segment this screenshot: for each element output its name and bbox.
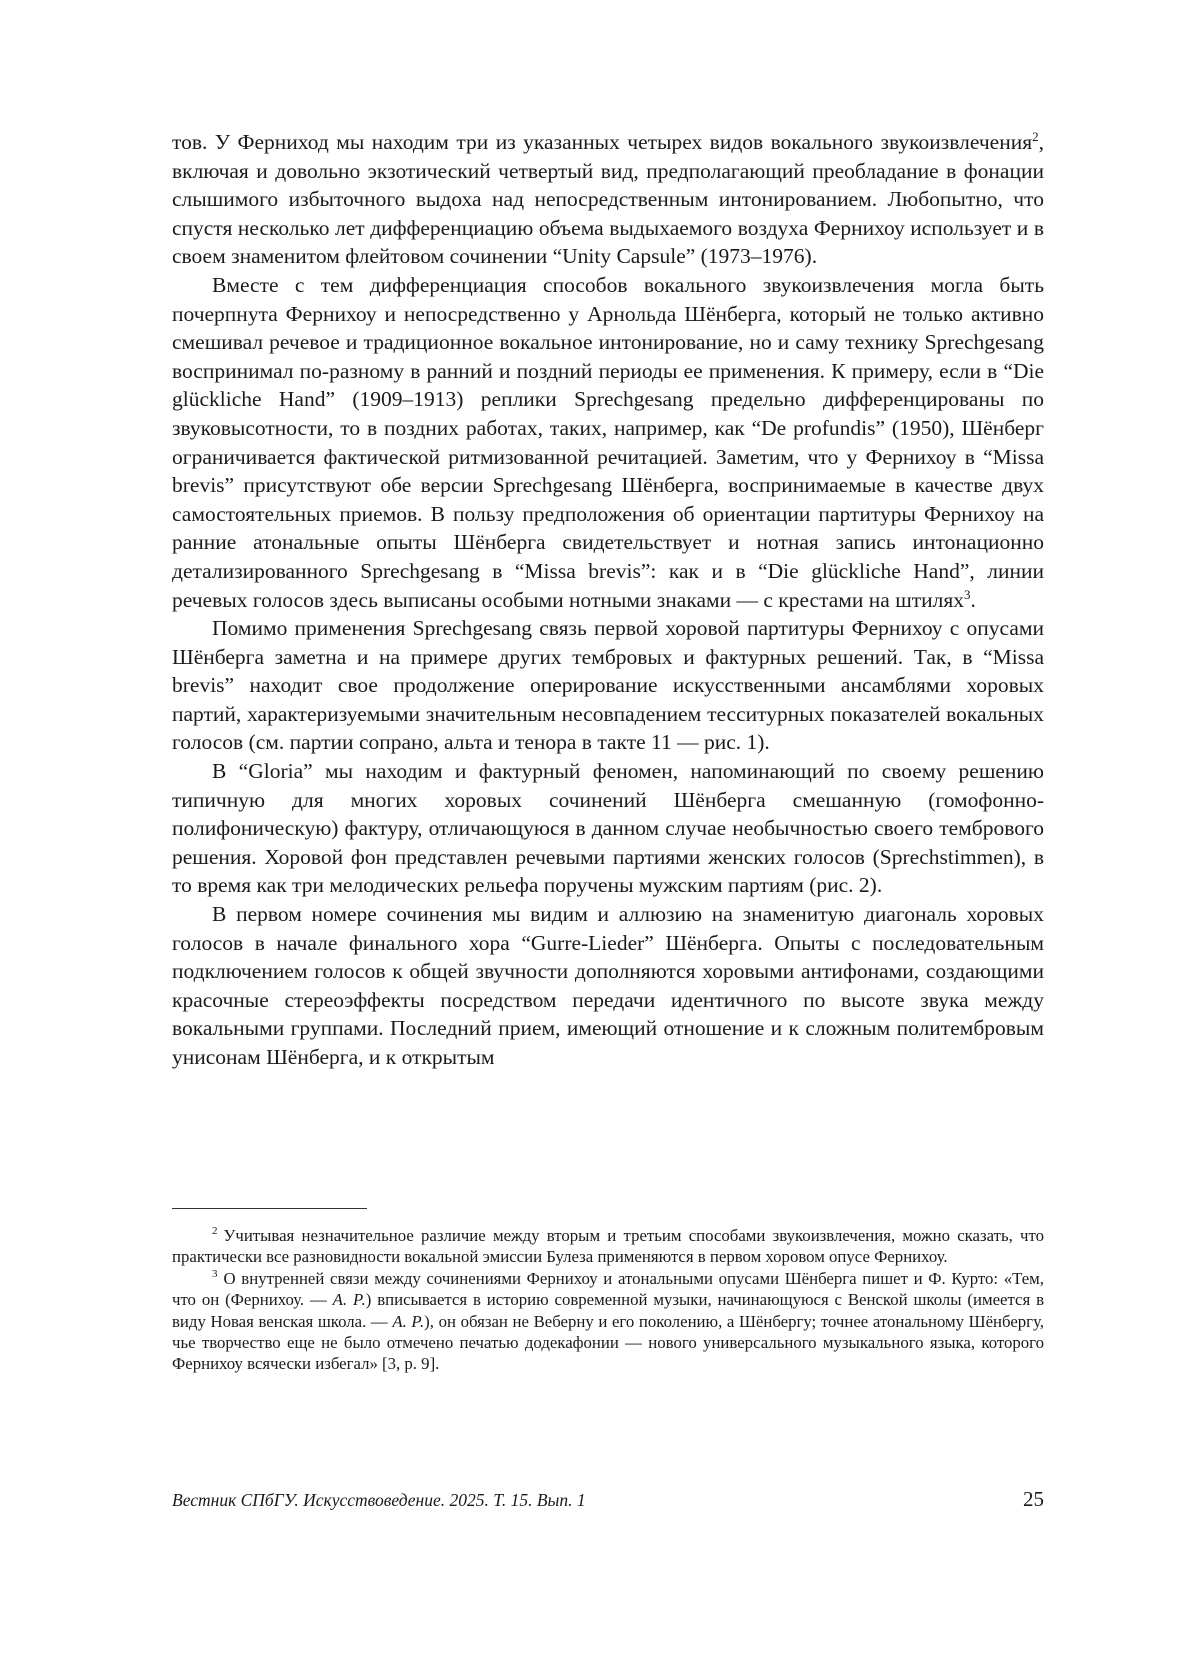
footnote-3-text-2: ) вписывается в историю современной музыки, начинающуюся с Венской школы (имеется в виду Новая венская школа. — <box>172 1290 1044 1331</box>
footnote-divider <box>172 1208 367 1209</box>
paragraph-4: В “Gloria” мы находим и фактурный феномен, напоминающий по своему решению типичную для многих хоровых сочинений Шёнберга смешанную (гомофонно-полифоническую) фактуру, отличающуюся в данном случае необычностью своего тембрового решения. Хоровой фон представлен речевыми партиями женских голосов (Sprechstimmen), в то время как три мелодических рельефа поручены мужским партиям (рис. 2). <box>172 759 1044 898</box>
page-number: 25 <box>1023 1487 1044 1511</box>
paragraph-3: Помимо применения Sprechgesang связь первой хоровой партитуры Фернихоу с опусами Шёнберга заметна и на примере других тембровых и фактурных решений. Так, в “Missa brevis” находит свое продолжение оперирование искусственными ансамблями хоровых партий, характеризуемыми значительным несовпадением тесситурных показателей вокальных голосов (см. партии сопрано, альта и тенора в такте 11 — рис. 1). <box>172 616 1044 755</box>
paragraph-1-text-b: , включая и довольно экзотический четвертый вид, предполагающий преобладание в фонации слышимого избыточного выдоха над непосредственным интонированием. Любопытно, что спустя несколько лет дифференциацию объема выдыхаемого воздуха Фернихоу использует и в своем знаменитом флейтовом сочинении “Unity Capsule” (1973–1976). <box>172 130 1044 269</box>
footnote-ref-2[interactable]: 2 <box>1032 128 1039 144</box>
paragraph-2-text-a: Вместе с тем дифференциация способов вокального звукоизвлечения могла быть почерпнута Фернихоу и непосредственно у Арнольда Шёнберга, который не только активно смешивал речевое и традиционное вокальное интонирование, но и саму технику Sprechgesang воспринимал по-разному в ранний и поздний периоды ее применения. К примеру, если в “Die glückliche Hand” (1909–1913) реплики Sprechgesang предельно дифференцированы по звуковысотности, то в поздних работах, таких, например, как “De profundis” (1950), Шёнберг ограничивается фактической ритмизованной речитацией. Заметим, что у Фернихоу в “Missa brevis” присутствуют обе версии Sprechgesang Шёнберга, воспринимаемые в качестве двух самостоятельных приемов. В пользу предположения об ориентации партитуры Фернихоу на ранние атональные опыты Шёнберга свидетельствует и нотная запись интонационно детализированного Sprechgesang в “Missa brevis”: как и в “Die glückliche Hand”, линии речевых голосов здесь выписаны особыми нотными знаками — с крестами на штилях <box>172 272 1044 612</box>
footnote-2-text: Учитывая незначительное различие между вторым и третьим способами звукоизвлечения, можно сказать, что практически все разновидности вокальной эмиссии Булеза применяются в первом хоровом опусе Фернихоу. <box>172 1226 1044 1267</box>
paragraph-1 <box>172 128 1044 271</box>
footnote-3-initials-2: А. Р. <box>392 1311 425 1331</box>
footnote-ref-3[interactable]: 3 <box>964 586 971 602</box>
main-text <box>172 128 1044 1072</box>
paragraph-1-text-a: тов. У Ферниход мы находим три из указанных четырех видов вокального звукоизвлечения <box>172 130 1033 154</box>
footnote-2-mark: 2 <box>212 1225 218 1238</box>
footnotes <box>172 1225 1044 1375</box>
footnote-2 <box>172 1225 1044 1268</box>
paragraph-2 <box>172 271 1044 614</box>
paragraph-2-text-b: . <box>970 587 976 612</box>
footnote-3 <box>172 1268 1044 1375</box>
footnote-3-text-1: О внутренней связи между сочинениями Фернихоу и атональными опусами Шёнберга пишет и Ф. Курто: «Тем, что он (Фернихоу. — <box>172 1268 1044 1310</box>
footnote-3-text-3: ), он обязан не Веберну и его поколению, а Шёнбергу; точнее атональному Шёнбергу, чье творчество еще не было отмечено печатью додекафонии — нового универсального музыкального языка, которого Фернихоу всячески избегал» [3, p. 9]. <box>172 1311 1044 1374</box>
page-footer <box>172 1487 1044 1512</box>
paragraph-5: В первом номере сочинения мы видим и аллюзию на знаменитую диагональ хоровых голосов в начале финального хора “Gurre-Lieder” Шёнберга. Опыты с последовательным подключением голосов к общей звучности дополняются хоровыми антифонами, создающими красочные стереоэффекты посредством передачи идентичного по высоте звука между вокальными группами. Последний прием, имеющий отношение и к сложным политембровым унисонам Шёнберга, и к открытым <box>172 902 1044 1069</box>
journal-title: Вестник СПбГУ. Искусствоведение. 2025. Т. 15. Вып. 1 <box>172 1490 586 1510</box>
footnote-3-initials-1: А. Р. <box>332 1290 366 1310</box>
footnote-3-mark: 3 <box>212 1268 218 1281</box>
